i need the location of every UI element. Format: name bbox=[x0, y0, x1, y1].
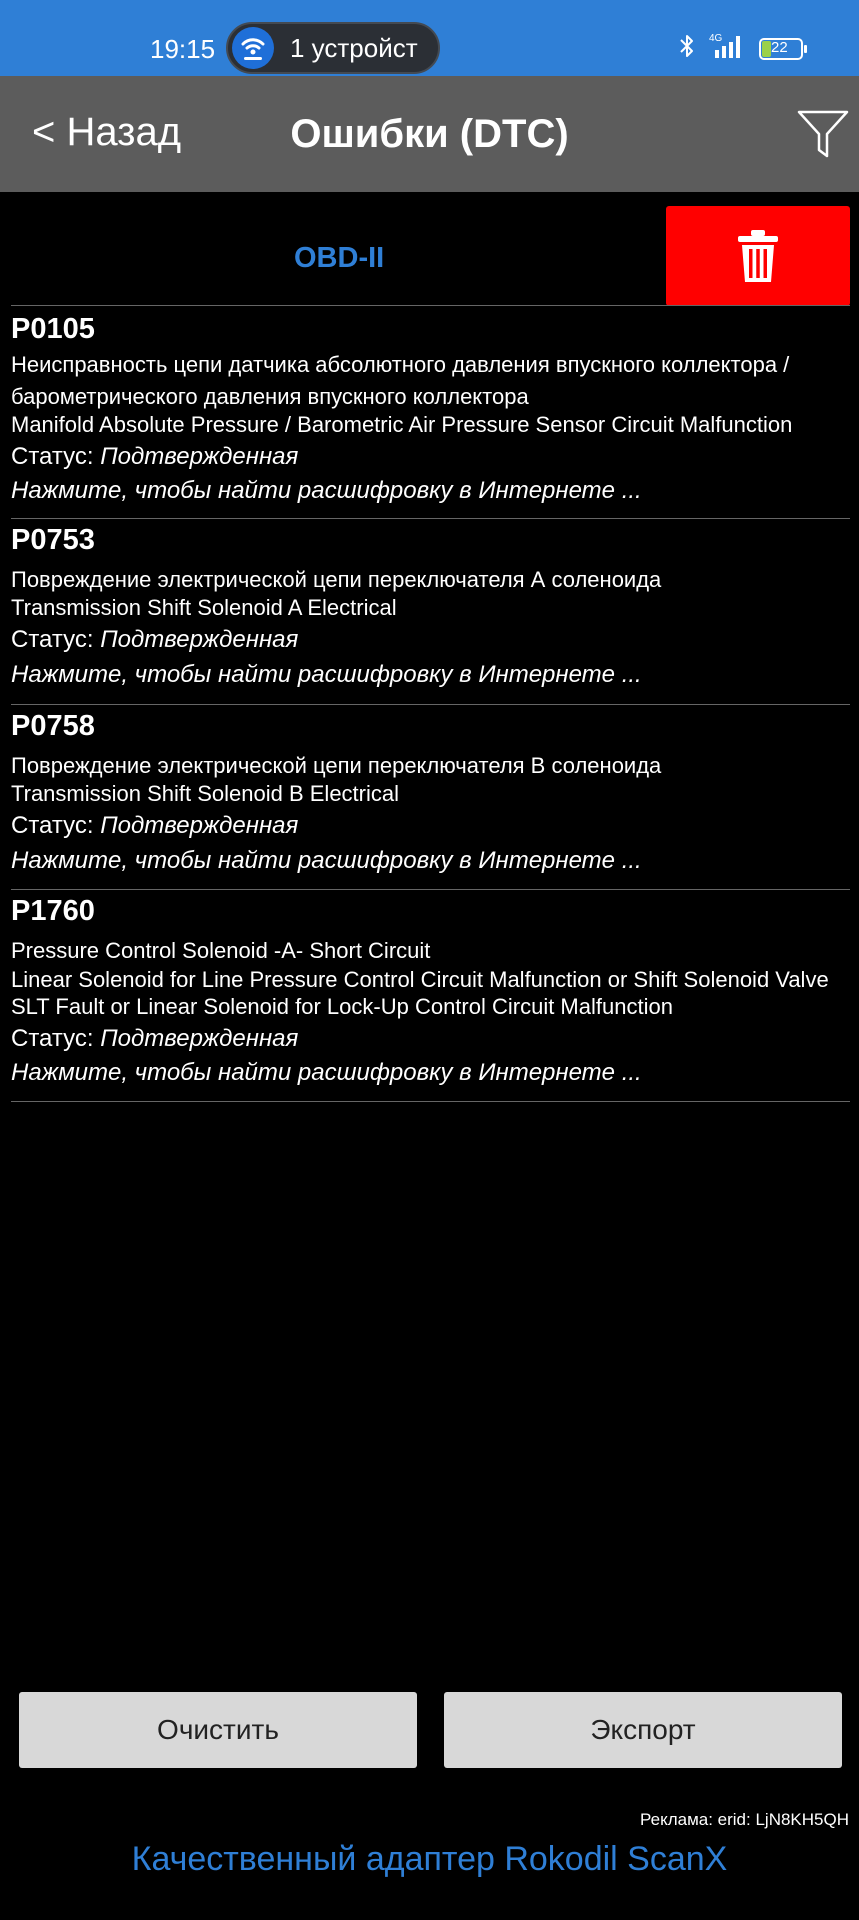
dtc-description-line: Pressure Control Solenoid -A- Short Circuit bbox=[11, 938, 431, 963]
battery-icon bbox=[759, 38, 803, 60]
dtc-status bbox=[11, 1025, 298, 1053]
ad-label: Реклама: erid: LjN8KH5QH bbox=[640, 1810, 849, 1829]
bluetooth-icon bbox=[679, 33, 695, 64]
dtc-status-label: Статус: bbox=[11, 626, 94, 653]
divider bbox=[11, 704, 850, 705]
dtc-item-p0105[interactable] bbox=[11, 310, 850, 518]
ad-banner-link[interactable]: Качественный адаптер Rokodil ScanX bbox=[131, 1840, 728, 1878]
dtc-description-line: Linear Solenoid for Line Pressure Control Circuit Malfunction or Shift Solenoid Valve bbox=[11, 967, 829, 992]
dtc-description-line: Неисправность цепи датчика абсолютного давления впускного коллектора / bbox=[11, 352, 790, 377]
dtc-status-label: Статус: bbox=[11, 812, 94, 839]
dtc-status-label: Статус: bbox=[11, 1025, 94, 1052]
status-icons bbox=[679, 32, 803, 65]
dtc-status-value: Подтвержденная bbox=[100, 626, 299, 653]
connected-devices-pill[interactable] bbox=[226, 22, 440, 74]
dtc-description-line: Повреждение электрической цепи переключателя В соленоида bbox=[11, 753, 662, 778]
battery-level-fill bbox=[762, 41, 771, 57]
tab-row bbox=[0, 192, 859, 306]
dtc-search-link[interactable]: Нажмите, чтобы найти расшифровку в Интернете ... bbox=[11, 477, 642, 504]
network-type-label: 4G bbox=[709, 33, 723, 44]
dtc-item-p1760[interactable] bbox=[11, 893, 850, 1101]
dtc-item-p0753[interactable] bbox=[11, 522, 850, 704]
dtc-item-p0758[interactable] bbox=[11, 708, 850, 890]
dtc-search-link[interactable]: Нажмите, чтобы найти расшифровку в Интернете ... bbox=[11, 1059, 642, 1086]
dtc-status bbox=[11, 812, 298, 840]
divider bbox=[11, 305, 850, 306]
dtc-status-value: Подтвержденная bbox=[100, 1025, 299, 1052]
wifi-hotspot-icon bbox=[232, 27, 274, 69]
dtc-status-label: Статус: bbox=[11, 443, 94, 470]
dtc-status-value: Подтвержденная bbox=[100, 812, 299, 839]
dtc-description-line: SLT Fault or Linear Solenoid for Lock-Up Control Circuit Malfunction bbox=[11, 994, 673, 1019]
cellular-signal-icon bbox=[707, 32, 747, 65]
dtc-code: P0758 bbox=[11, 710, 95, 742]
dtc-status-value: Подтвержденная bbox=[100, 443, 299, 470]
dtc-status bbox=[11, 443, 298, 471]
divider bbox=[11, 518, 850, 519]
filter-icon bbox=[795, 108, 851, 162]
dtc-description-line: барометрического давления впускного коллектора bbox=[11, 384, 529, 409]
app-bar bbox=[0, 76, 859, 192]
export-button[interactable]: Экспорт bbox=[444, 1692, 842, 1768]
dtc-description-line: Повреждение электрической цепи переключателя А соленоида bbox=[11, 567, 662, 592]
dtc-code: P0753 bbox=[11, 524, 95, 556]
filter-button[interactable] bbox=[795, 108, 851, 162]
delete-button[interactable] bbox=[666, 206, 850, 306]
back-button[interactable]: < Назад bbox=[32, 110, 182, 154]
clear-button[interactable]: Очистить bbox=[19, 1692, 417, 1768]
trash-icon bbox=[736, 228, 780, 284]
connected-devices-text: 1 устройст bbox=[290, 33, 418, 63]
dtc-status bbox=[11, 626, 298, 654]
dtc-description-line: Transmission Shift Solenoid B Electrical bbox=[11, 781, 400, 806]
page-title: Ошибки (DTC) bbox=[290, 112, 569, 156]
dtc-code: P0105 bbox=[11, 313, 95, 345]
divider bbox=[11, 889, 850, 890]
dtc-search-link[interactable]: Нажмите, чтобы найти расшифровку в Интернете ... bbox=[11, 847, 642, 874]
dtc-description-line: Transmission Shift Solenoid A Electrical bbox=[11, 595, 397, 620]
battery-percent: 22 bbox=[771, 38, 788, 56]
status-bar bbox=[0, 0, 859, 76]
dtc-description-line: Manifold Absolute Pressure / Barometric Air Pressure Sensor Circuit Malfunction bbox=[11, 412, 793, 437]
tab-obd-ii[interactable]: OBD-II bbox=[294, 242, 385, 274]
status-time: 19:15 bbox=[150, 34, 216, 64]
dtc-search-link[interactable]: Нажмите, чтобы найти расшифровку в Интернете ... bbox=[11, 661, 642, 688]
dtc-code: P1760 bbox=[11, 895, 95, 927]
divider bbox=[11, 1101, 850, 1102]
